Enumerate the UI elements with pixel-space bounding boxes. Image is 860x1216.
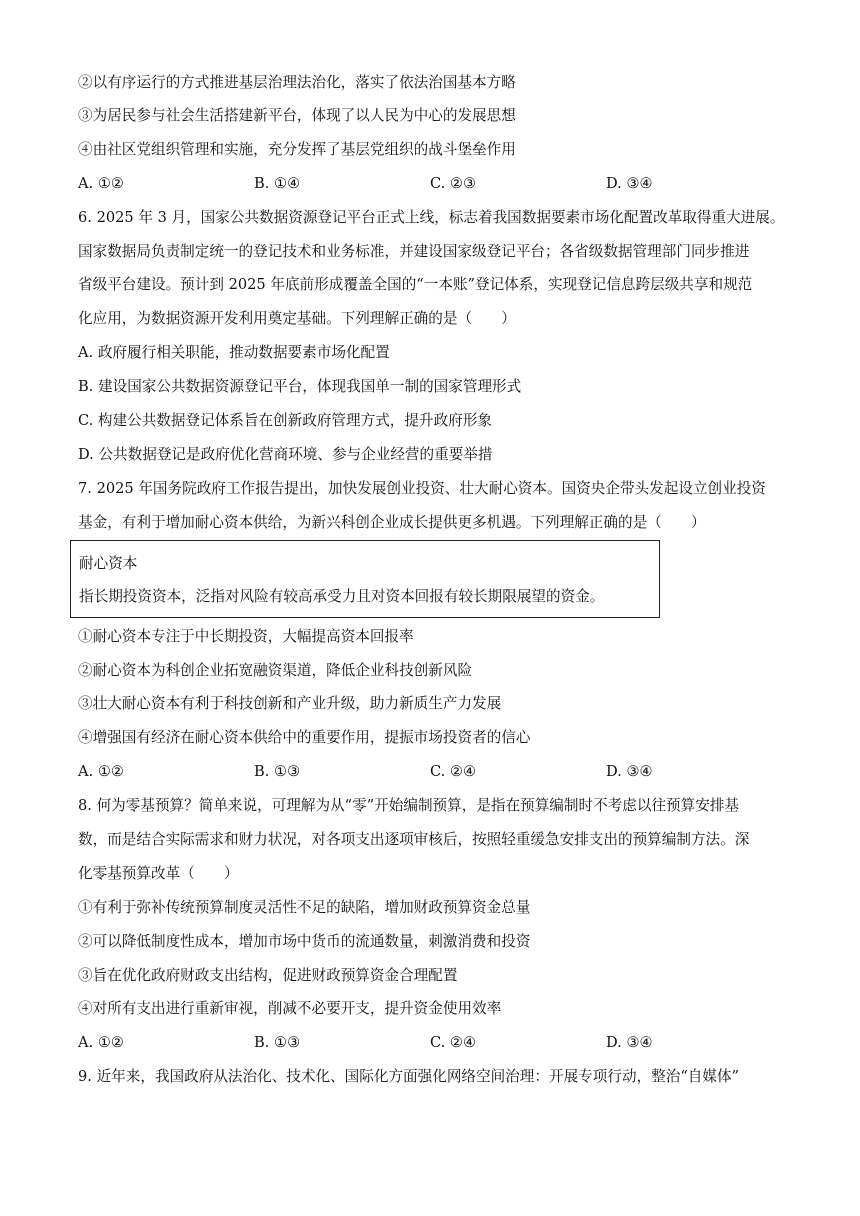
q6-choice-c[interactable]: C. 构建公共数据登记体系旨在创新政府管理方式，提升政府形象 — [78, 412, 492, 429]
q8-option-c[interactable]: C. ②④ — [430, 1034, 477, 1051]
q5-statement-4: ④由社区党组织管理和实施，充分发挥了基层党组织的战斗堡垒作用 — [78, 141, 516, 158]
q7-statement-2: ②耐心资本为科创企业拓宽融资渠道，降低企业科技创新风险 — [78, 662, 473, 679]
q5-option-b[interactable]: B. ①④ — [254, 175, 301, 192]
q7-option-c[interactable]: C. ②④ — [430, 763, 477, 780]
q8-statement-4: ④对所有支出进行重新审视，削减不必要开支，提升资金使用效率 — [78, 1000, 502, 1017]
q8-stem-line-3: 化零基预算改革（ ） — [78, 865, 239, 882]
definition-text: 指长期投资资本，泛指对风险有较高承受力且对资本回报有较长期限展望的资金。 — [79, 588, 605, 605]
q6-choice-d[interactable]: D. 公共数据登记是政府优化营商环境、参与企业经营的重要举措 — [78, 446, 493, 463]
q6-stem-line-3: 省级平台建设。预计到 2025 年底前形成覆盖全国的“一本账”登记体系，实现登记信息跨层级共享和规范 — [78, 276, 753, 293]
q5-option-a[interactable]: A. ①② — [78, 175, 124, 192]
q8-option-a[interactable]: A. ①② — [78, 1034, 124, 1051]
q6-choice-a[interactable]: A. 政府履行相关职能，推动数据要素市场化配置 — [78, 344, 390, 361]
q7-options — [78, 762, 778, 782]
q8-stem-line-2: 数，而是结合实际需求和财力状况，对各项支出逐项审核后，按照轻重缓急安排支出的预算编制方法。深 — [78, 831, 750, 848]
q7-statement-1: ①耐心资本专注于中长期投资，大幅提高资本回报率 — [78, 628, 414, 645]
q6-stem-line-2: 国家数据局负责制定统一的登记技术和业务标准，并建设国家级登记平台；各省级数据管理部门同步推进 — [78, 243, 750, 260]
q8-statement-1: ①有利于弥补传统预算制度灵活性不足的缺陷，增加财政预算资金总量 — [78, 899, 531, 916]
q7-option-d[interactable]: D. ③④ — [606, 763, 653, 780]
definition-box — [70, 540, 660, 618]
q5-options — [78, 174, 778, 194]
q8-stem-line-1: 8. 何为零基预算？简单来说，可理解为从“零”开始编制预算，是指在预算编制时不考虑以往预算安排基 — [78, 797, 740, 814]
q5-option-d[interactable]: D. ③④ — [606, 175, 653, 192]
q7-stem-line-1: 7. 2025 年国务院政府工作报告提出，加快发展创业投资、壮大耐心资本。国资央企带头发起设立创业投资 — [78, 480, 766, 497]
q8-options — [78, 1033, 778, 1053]
q9-stem-line-1: 9. 近年来，我国政府从法治化、技术化、国际化方面强化网络空间治理：开展专项行动，整治“自媒体” — [78, 1068, 740, 1085]
q8-option-b[interactable]: B. ①③ — [254, 1034, 301, 1051]
q8-option-d[interactable]: D. ③④ — [606, 1034, 653, 1051]
q6-choice-b[interactable]: B. 建设国家公共数据资源登记平台，体现我国单一制的国家管理形式 — [78, 378, 522, 395]
definition-title: 耐心资本 — [79, 555, 138, 572]
q7-statement-4: ④增强国有经济在耐心资本供给中的重要作用，提振市场投资者的信心 — [78, 729, 531, 746]
q7-statement-3: ③壮大耐心资本有利于科技创新和产业升级，助力新质生产力发展 — [78, 695, 502, 712]
q8-statement-2: ②可以降低制度性成本，增加市场中货币的流通数量，刺激消费和投资 — [78, 933, 531, 950]
q5-statement-2: ②以有序运行的方式推进基层治理法治化，落实了依法治国基本方略 — [78, 74, 516, 91]
q5-option-c[interactable]: C. ②③ — [430, 175, 477, 192]
q7-option-a[interactable]: A. ①② — [78, 763, 124, 780]
q7-option-b[interactable]: B. ①③ — [254, 763, 301, 780]
q5-statement-3: ③为居民参与社会生活搭建新平台，体现了以人民为中心的发展思想 — [78, 107, 516, 124]
q6-stem-line-1: 6. 2025 年 3 月，国家公共数据资源登记平台正式上线，标志着我国数据要素市场化配置改革取得重大进展。 — [78, 209, 785, 226]
q7-stem-line-2: 基金，有利于增加耐心资本供给，为新兴科创企业成长提供更多机遇。下列理解正确的是（ ） — [78, 514, 706, 531]
q8-statement-3: ③旨在优化政府财政支出结构，促进财政预算资金合理配置 — [78, 967, 458, 984]
q6-stem-line-4: 化应用，为数据资源开发利用奠定基础。下列理解正确的是（ ） — [78, 310, 516, 327]
